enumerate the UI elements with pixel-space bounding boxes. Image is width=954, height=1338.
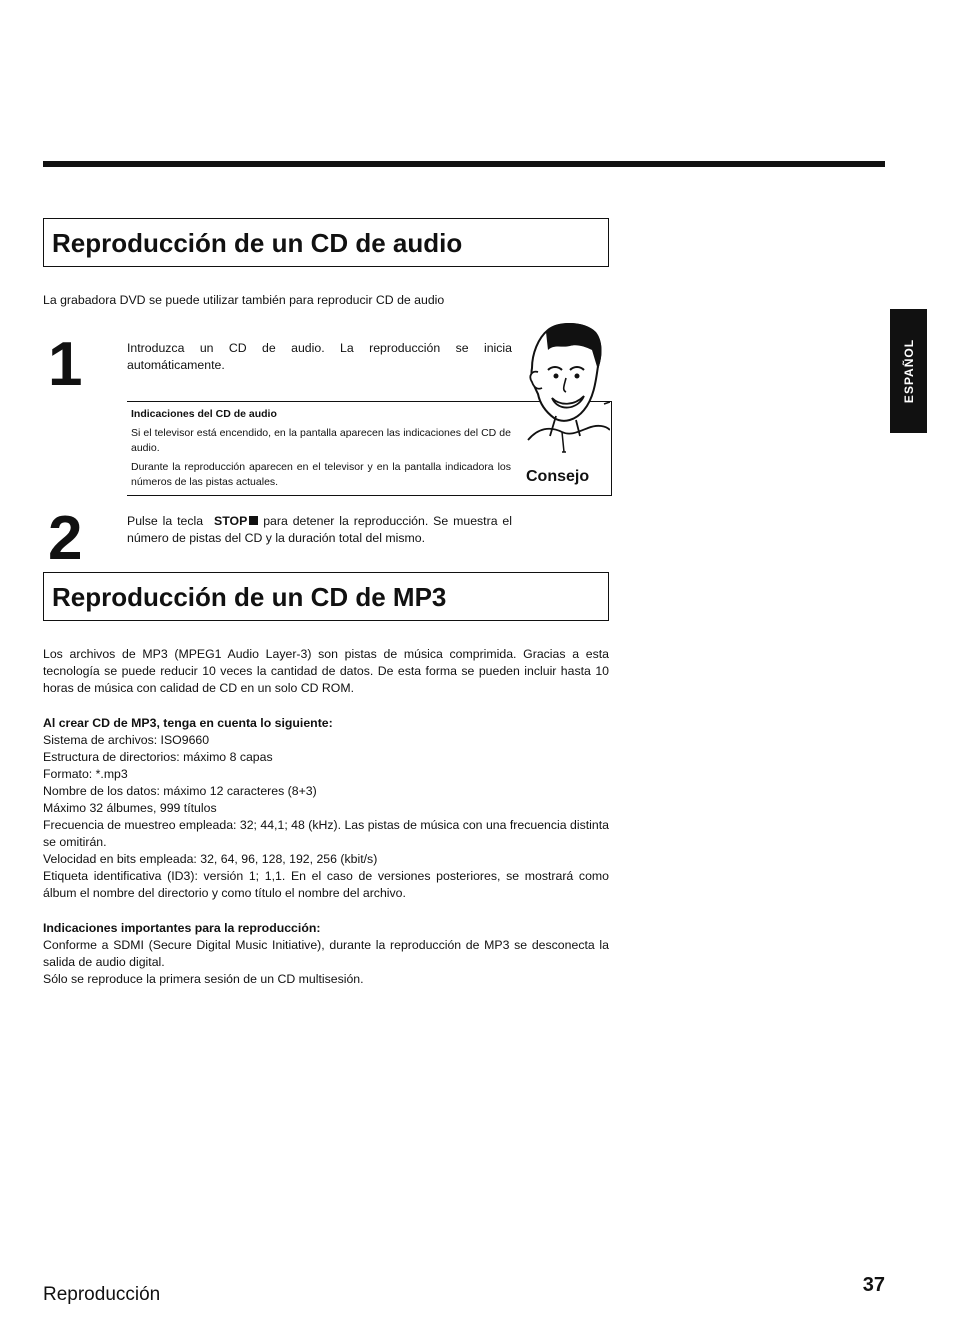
section-title: Reproducción de un CD de MP3 — [52, 582, 447, 612]
requirement-line: Velocidad en bits empleada: 32, 64, 96, 128, 192, 256 (kbit/s) — [43, 852, 378, 866]
tip-content — [131, 407, 511, 490]
section-heading-audio — [43, 218, 609, 267]
language-tab — [890, 309, 927, 433]
step-number-2-value: 2 — [48, 504, 83, 573]
step-number-1: 1 — [48, 330, 83, 399]
requirement-line: Sistema de archivos: ISO9660 — [43, 733, 210, 747]
tip-title: Indicaciones del CD de audio — [131, 408, 277, 420]
playback-line: Sólo se reproduce la primera sesión de un CD multisesión. — [43, 972, 364, 986]
footer-section-name: Reproducción — [43, 1284, 161, 1305]
step-2-pre: Pulse la tecla — [127, 514, 204, 528]
section-title: Reproducción de un CD de audio — [52, 228, 463, 258]
page-number: 37 — [862, 1274, 885, 1296]
stop-icon — [249, 516, 258, 525]
advisor-character-illustration — [518, 320, 610, 466]
section-heading-mp3 — [43, 572, 609, 621]
requirement-line: Frecuencia de muestreo empleada: 32; 44,1; 48 (kHz). Las pistas de música con una frecuencia distinta se omitirán. — [43, 818, 609, 849]
section-intro: La grabadora DVD se puede utilizar también para reproducir CD de audio — [43, 293, 445, 307]
language-tab-label: ESPAÑOL — [901, 338, 916, 404]
step-2-text — [127, 513, 512, 547]
requirement-line: Estructura de directorios: máximo 8 capas — [43, 750, 273, 764]
tip-label: Consejo — [526, 468, 590, 485]
playback-notes — [43, 920, 609, 988]
requirement-line: Máximo 32 álbumes, 999 títulos — [43, 801, 217, 815]
playback-line: Conforme a SDMI (Secure Digital Music Initiative), durante la reproducción de MP3 se desconecta la salida de audio digital. — [43, 938, 609, 969]
tip-paragraph: Durante la reproducción aparecen en el televisor y en la pantalla indicadora los números de las pistas actuales. — [131, 461, 511, 488]
playback-heading: Indicaciones importantes para la reproducción: — [43, 921, 321, 935]
step-1-text: Introduzca un CD de audio. La reproducción se inicia automáticamente. — [127, 341, 512, 372]
mp3-requirements — [43, 715, 609, 902]
requirement-line: Etiqueta identificativa (ID3): versión 1; 1,1. En el caso de versiones posteriores, se mostrará como álbum el nombre del directorio y como título el nombre del archivo. — [43, 869, 609, 900]
step-number-2 — [48, 504, 83, 573]
top-rule — [43, 161, 885, 167]
step-2-post: para detener la reproducción. Se muestra el número de pistas del CD y la duración total del mismo. — [127, 514, 513, 545]
tip-paragraph: Si el televisor está encendido, en la pantalla aparecen las indicaciones del CD de audio. — [131, 427, 511, 454]
requirements-heading: Al crear CD de MP3, tenga en cuenta lo siguiente: — [43, 716, 333, 730]
requirement-line: Formato: *.mp3 — [43, 767, 128, 781]
requirement-line: Nombre de los datos: máximo 12 caracteres (8+3) — [43, 784, 317, 798]
stop-key-label: STOP — [214, 514, 248, 528]
mp3-intro: Los archivos de MP3 (MPEG1 Audio Layer-3) son pistas de música comprimida. Gracias a esta tecnología se puede reducir 10 veces la cantidad de datos. De esta forma se pueden incluir hasta 10 horas de música con calidad de CD en un solo CD ROM. — [43, 647, 609, 695]
